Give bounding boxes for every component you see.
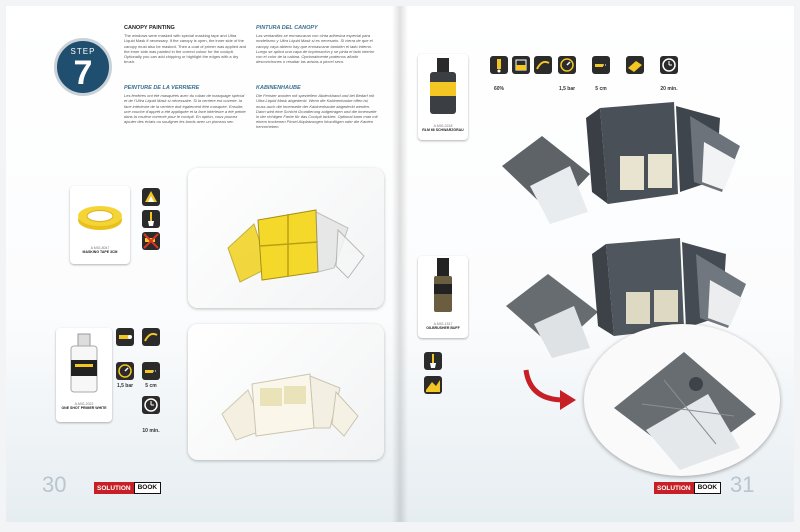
pressure-label: 1,5 bar — [116, 383, 134, 389]
brand-part2: BOOK — [134, 482, 162, 494]
product-code: A.MIG-8047 — [90, 246, 110, 250]
distance-icon — [142, 362, 160, 380]
oilbrusher-image — [418, 256, 468, 316]
product-name: ONE SHOT PRIMER WHITE — [61, 406, 107, 410]
spanish-text: Las ventanillas se enmascaran con cinta adhesiva especial para modelismo y Ultra Liquid Mask si es necesario. Si cierra de que el canopy vaya abierto hay que enmascarar también el lado interno. Luego se aplica una capa de imprimación y se pinta el lado interior con el color de la cabina. Opcionalmente podemos añadir desconchones o resaltar las aristas a pincel seco. — [256, 33, 375, 65]
distance-label: 5 cm — [145, 383, 157, 389]
brush-icon — [142, 210, 160, 228]
masking-icon — [142, 188, 160, 206]
pressure-gauge-icon — [116, 362, 134, 380]
distance-label: 5 cm — [595, 86, 607, 92]
drybrush-icon — [424, 376, 442, 394]
time-label: 20 min. — [660, 86, 678, 92]
clock-icon — [142, 396, 160, 414]
german-block — [256, 86, 378, 130]
product-card-masking-tape — [70, 186, 130, 264]
german-title: KABINENHAUBE — [256, 85, 301, 91]
paint-bottle-image — [418, 54, 468, 118]
airbrush-icon — [116, 328, 134, 346]
brand-logo-left — [94, 482, 161, 494]
spanish-title: PINTURA DEL CANOPY — [256, 25, 318, 31]
english-block — [124, 26, 246, 64]
dilution-label: 60% — [493, 86, 504, 92]
time-label: 10 min. — [142, 428, 160, 434]
step-badge — [54, 38, 112, 96]
pressure-label: 1,5 bar — [558, 86, 576, 92]
hose-icon — [142, 328, 160, 346]
brush-icon — [424, 352, 442, 370]
english-text: The windows were masked with special masking tape and Ultra Liquid Mask if necessary. If the canopy is open, the inner side of the canopy must also be masked. Then a coat of primer was applied and the inner side was painted in the correct colour for the cockpit. Optionally you can add chipping or highlight the edges with a dry brush. — [124, 33, 246, 65]
product-name: OILBRUSHER BUFF — [426, 326, 460, 330]
brand-part1: SOLUTION — [654, 482, 694, 494]
english-title: CANOPY PAINTING — [124, 25, 175, 31]
product-code: A.MIG-2022 — [74, 402, 94, 406]
french-text: Les fenêtres ont été masquées avec du ruban de masquage spécial et de l'Ultra Liquid Mask si nécessaire. Si la verrière est ouverte, la face intérieure de la verrière doit également être masquée. Ensuite, une couche d'apprêt a été appliquée et la face intérieure a été peinte dans la couleur correcte pour le cockpit. En option, vous pouvez ajouter des éclats ou souligner les bords avec un pinceau sec. — [124, 93, 246, 125]
dropper-icon — [490, 56, 508, 74]
book-gutter — [392, 6, 408, 522]
clock-icon — [660, 56, 678, 74]
distance-icon — [592, 56, 610, 74]
brand-part2: BOOK — [694, 482, 722, 494]
detail-zoom-circle — [584, 324, 780, 476]
product-card-rlm66 — [418, 54, 468, 140]
photo-canopy-primed — [188, 324, 384, 460]
brand-logo-right — [654, 482, 721, 494]
step-label: STEP — [70, 47, 96, 56]
product-card-primer — [56, 328, 112, 422]
masking-tape-image — [70, 186, 130, 240]
product-card-oilbrusher — [418, 256, 468, 338]
step-number: 7 — [73, 54, 93, 92]
spanish-block — [256, 26, 378, 64]
dilution-icon — [512, 56, 530, 74]
photo-canopy-painted — [490, 96, 790, 230]
page-number-left: 30 — [42, 472, 67, 497]
hose-icon — [534, 56, 552, 74]
primer-bottle-image — [56, 328, 112, 396]
page-number-right: 31 — [730, 472, 755, 497]
photo-canopy-masked — [188, 168, 384, 308]
brand-part1: SOLUTION — [94, 482, 134, 494]
curved-arrow-icon — [520, 364, 580, 414]
product-code: A.MIG-1517 — [433, 322, 453, 326]
product-code: A.MIG-0218 — [433, 124, 453, 128]
german-text: Die Fenster wurden mit speziellem Abdeckband und bei Bedarf mit Ultra Liquid Mask abgedeckt. Wenn die Kabinenhaube offen ist, muss auch die Innenseite der Kabinenhaube abgedeckt werden. Dann wird eine Schicht Grundierung aufgetragen und die Innenseite in der richtigen Farbe für das Cockpit lackiert. Optional kann man mit einem trockenen Pinsel Abplatzungen hinzufügen oder die Kanten hervorheben. — [256, 93, 378, 130]
french-title: PEINTURE DE LA VERRIERE — [124, 85, 200, 91]
french-block — [124, 86, 246, 124]
product-name: MASKING TAPE 3CM — [82, 250, 118, 254]
pressure-gauge-icon — [558, 56, 576, 74]
product-name: RLM 66 SCHWARZGRAU — [422, 128, 464, 132]
surface-icon — [626, 56, 644, 74]
no-airbrush-icon — [142, 232, 160, 250]
